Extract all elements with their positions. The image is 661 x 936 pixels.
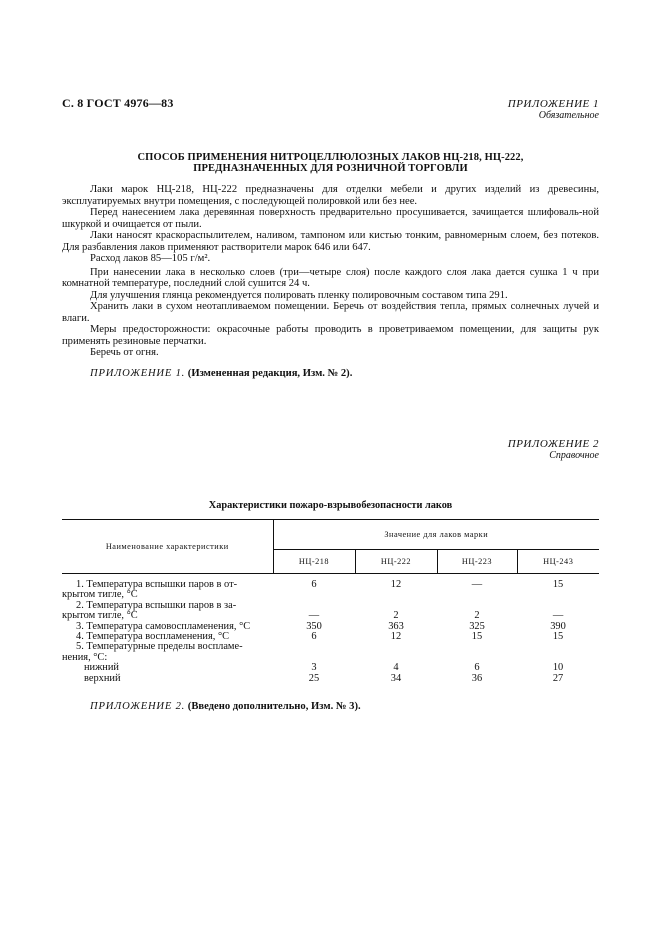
cell-value: 12 xyxy=(390,631,402,643)
column-header-name: Наименование характеристики xyxy=(62,520,273,574)
properties-table xyxy=(62,519,599,684)
row-name: верхний xyxy=(84,672,121,684)
table-caption: Характеристики пожаро-взрывобезопасности лаков xyxy=(208,500,453,511)
column-header-mark: НЦ-223 xyxy=(437,550,517,574)
column-header-mark: НЦ-222 xyxy=(355,550,437,574)
cell-value: 2 xyxy=(474,610,480,622)
paragraph: При нанесении лака в несколько слоев (три—четыре слоя) после каждого слоя лака дается сушка 1 ч при комнатной температуре, последний слой сушится 24 ч. xyxy=(62,266,599,289)
cell-value: 10 xyxy=(552,662,564,674)
table-row xyxy=(62,674,599,684)
cell-value: 4 xyxy=(393,662,399,674)
appendix-2-subtitle: Справочное xyxy=(549,450,599,461)
title-line-1: СПОСОБ ПРИМЕНЕНИЯ НИТРОЦЕЛЛЮЛОЗНЫХ ЛАКОВ НЦ-218, НЦ-222, xyxy=(137,152,524,163)
cell-value: — xyxy=(471,579,483,590)
paragraph: Хранить лаки в сухом неотапливаемом помещении. Беречь от воздействия тепла, прямых солнечных лучей и влаги. xyxy=(62,301,599,324)
cell-value: 36 xyxy=(471,672,483,684)
paragraph: Расход лаков 85—105 г/м². xyxy=(90,253,211,264)
body-text xyxy=(62,184,599,359)
paragraph: Перед нанесением лака деревянная поверхность предварительно просушивается, зачищается шлифоваль-ной шкуркой и очищается от пыли. xyxy=(62,207,599,230)
table-row xyxy=(62,642,599,663)
cell-value: 363 xyxy=(388,620,404,632)
row-name: 5. Температурные пределы воспламе- нения, °С: xyxy=(62,641,243,663)
cell-value: 15 xyxy=(552,579,564,590)
document-title xyxy=(62,152,599,174)
paragraph: Лаки наносят краскораспылителем, наливом, тампоном или кистью тонким, равномерным слоем, без потеков. Для разбавления лаков применяют растворители марок 646 или 647. xyxy=(62,230,599,253)
appendix-2-note xyxy=(90,701,361,712)
cell-value: 15 xyxy=(471,631,483,643)
paragraph: Меры предосторожности: окрасочные работы проводить в проветриваемом помещении, для защиты рук применять резиновые перчатки. xyxy=(62,324,599,347)
page-header: С. 8 ГОСТ 4976—83 xyxy=(62,96,174,110)
row-name: 4. Температура воспламенения, °С xyxy=(76,631,230,643)
cell-value: 34 xyxy=(390,672,402,684)
cell-value: 6 xyxy=(474,662,480,674)
table-row xyxy=(62,574,599,601)
paragraph: Лаки марок НЦ-218, НЦ-222 предназначены для отделки мебели и других изделий из древесины, эксплуатируемых внутри помещения, с последующей полировкой или без нее. xyxy=(62,184,599,207)
cell-value: 390 xyxy=(550,620,566,632)
table-row xyxy=(62,601,599,622)
cell-value: 12 xyxy=(390,579,402,590)
cell-value: — xyxy=(552,610,564,622)
cell-value: 3 xyxy=(311,662,317,674)
column-header-group: Значение для лаков марки xyxy=(273,520,599,550)
column-header-mark: НЦ-218 xyxy=(273,550,355,574)
appendix-2-title: ПРИЛОЖЕНИЕ 2 xyxy=(507,438,599,450)
cell-value: — xyxy=(308,610,320,622)
table-row xyxy=(62,663,599,673)
row-name: 3. Температура самовоспламенения, °С xyxy=(76,620,251,632)
column-header-mark: НЦ-243 xyxy=(517,550,599,574)
paragraph: Беречь от огня. xyxy=(90,347,159,358)
cell-value: 2 xyxy=(393,610,399,622)
appendix-1-label xyxy=(508,98,599,122)
note-label: ПРИЛОЖЕНИЕ 2. xyxy=(90,701,186,712)
title-line-2: ПРЕДНАЗНАЧЕННЫХ ДЛЯ РОЗНИЧНОЙ ТОРГОВЛИ xyxy=(193,163,468,174)
note-label: ПРИЛОЖЕНИЕ 1. xyxy=(90,368,186,379)
cell-value: 325 xyxy=(469,620,485,632)
appendix-1-note xyxy=(90,368,352,379)
appendix-1-subtitle: Обязательное xyxy=(538,110,599,121)
row-name: 1. Температура вспышки паров в от- крытом тигле, °С xyxy=(62,579,238,601)
cell-value: 6 xyxy=(311,631,317,643)
note-text: (Введено дополнительно, Изм. № 3). xyxy=(187,701,361,712)
cell-value: 350 xyxy=(306,620,322,632)
row-name: 2. Температура вспышки паров в за- крытом тигле, °С xyxy=(62,599,237,622)
cell-value: 15 xyxy=(552,631,564,643)
cell-value: 27 xyxy=(552,672,564,684)
note-text: (Измененная редакция, Изм. № 2). xyxy=(187,368,353,379)
appendix-2-label xyxy=(508,438,599,462)
paragraph: Для улучшения глянца рекомендуется полировать пленку полировочным составом типа 291. xyxy=(90,289,508,301)
appendix-1-title: ПРИЛОЖЕНИЕ 1 xyxy=(507,98,599,110)
cell-value: 25 xyxy=(308,672,320,684)
cell-value: 6 xyxy=(311,579,317,590)
row-name: нижний xyxy=(84,662,119,674)
